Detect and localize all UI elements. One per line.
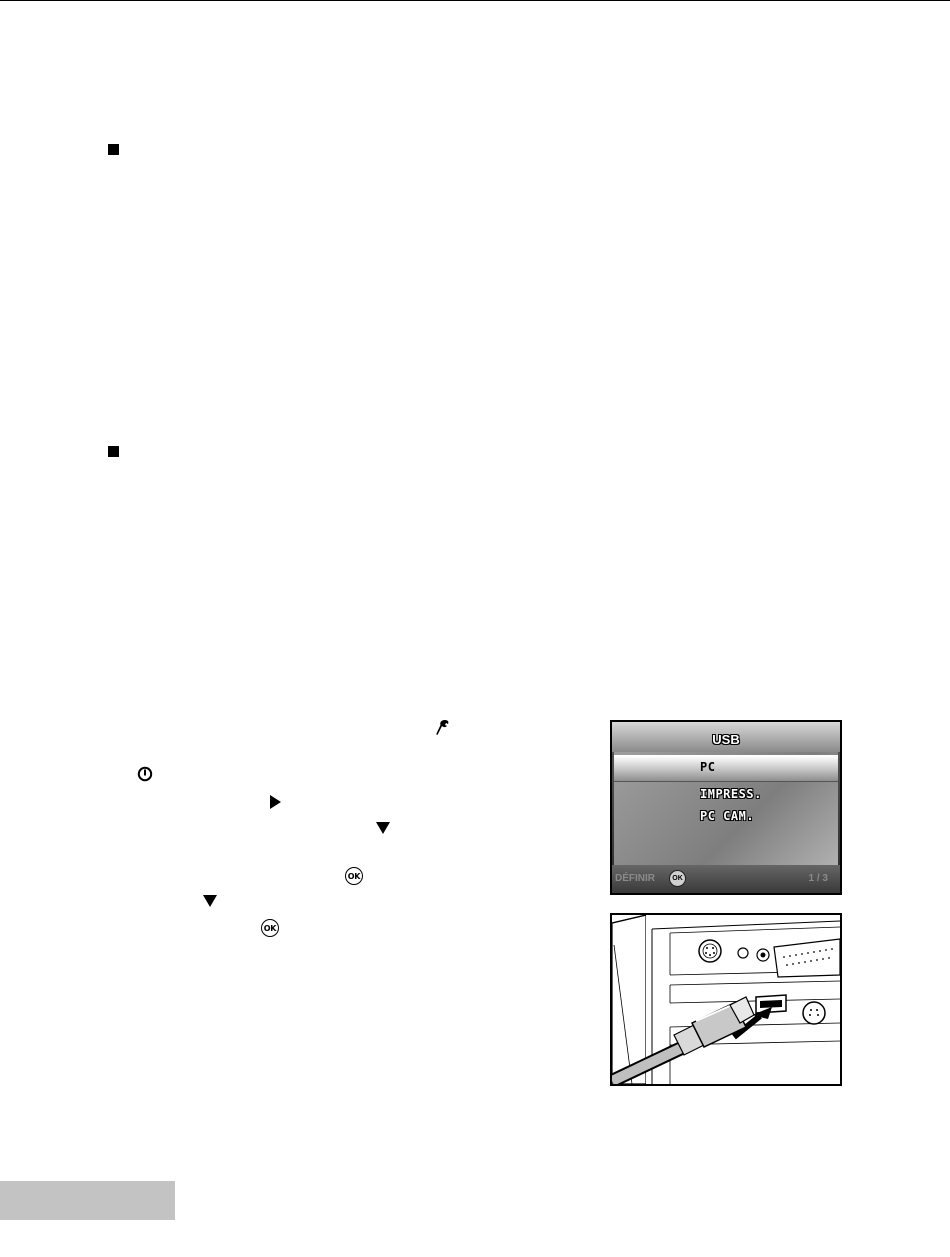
square-bullet-icon bbox=[108, 144, 119, 155]
ok-button-icon bbox=[261, 919, 279, 937]
lcd-header bbox=[612, 722, 840, 752]
camera-lcd-usb-menu bbox=[610, 720, 842, 895]
usb-cable-connecting-to-computer-port-icon bbox=[610, 913, 842, 1086]
lcd-footer-label: DÉFINIR bbox=[615, 873, 655, 884]
lcd-menu-item-pc-cam[interactable]: PC CAM. bbox=[700, 809, 755, 823]
lcd-menu-body bbox=[614, 752, 838, 865]
wrench-icon bbox=[436, 719, 450, 742]
ok-button-label: OK bbox=[347, 871, 361, 881]
lcd-page-indicator: 1 / 3 bbox=[808, 873, 828, 884]
top-rule bbox=[0, 0, 950, 1]
ok-button-label: OK bbox=[263, 923, 277, 933]
lcd-ok-icon bbox=[669, 870, 686, 887]
square-bullet-icon bbox=[108, 446, 119, 457]
lcd-menu-item-print[interactable]: IMPRESS. bbox=[700, 787, 762, 801]
lcd-selection-bar bbox=[614, 755, 838, 782]
lcd-menu-item-pc[interactable]: PC bbox=[700, 760, 716, 774]
down-arrow-icon bbox=[203, 895, 217, 907]
page-number-box bbox=[0, 1181, 175, 1220]
ok-button-icon bbox=[345, 867, 363, 885]
lcd-footer bbox=[612, 865, 840, 893]
lcd-title: USB bbox=[712, 732, 740, 747]
power-icon bbox=[137, 766, 153, 787]
down-arrow-icon bbox=[376, 822, 390, 834]
right-arrow-icon bbox=[270, 795, 281, 809]
lcd-ok-label: OK bbox=[672, 875, 683, 882]
